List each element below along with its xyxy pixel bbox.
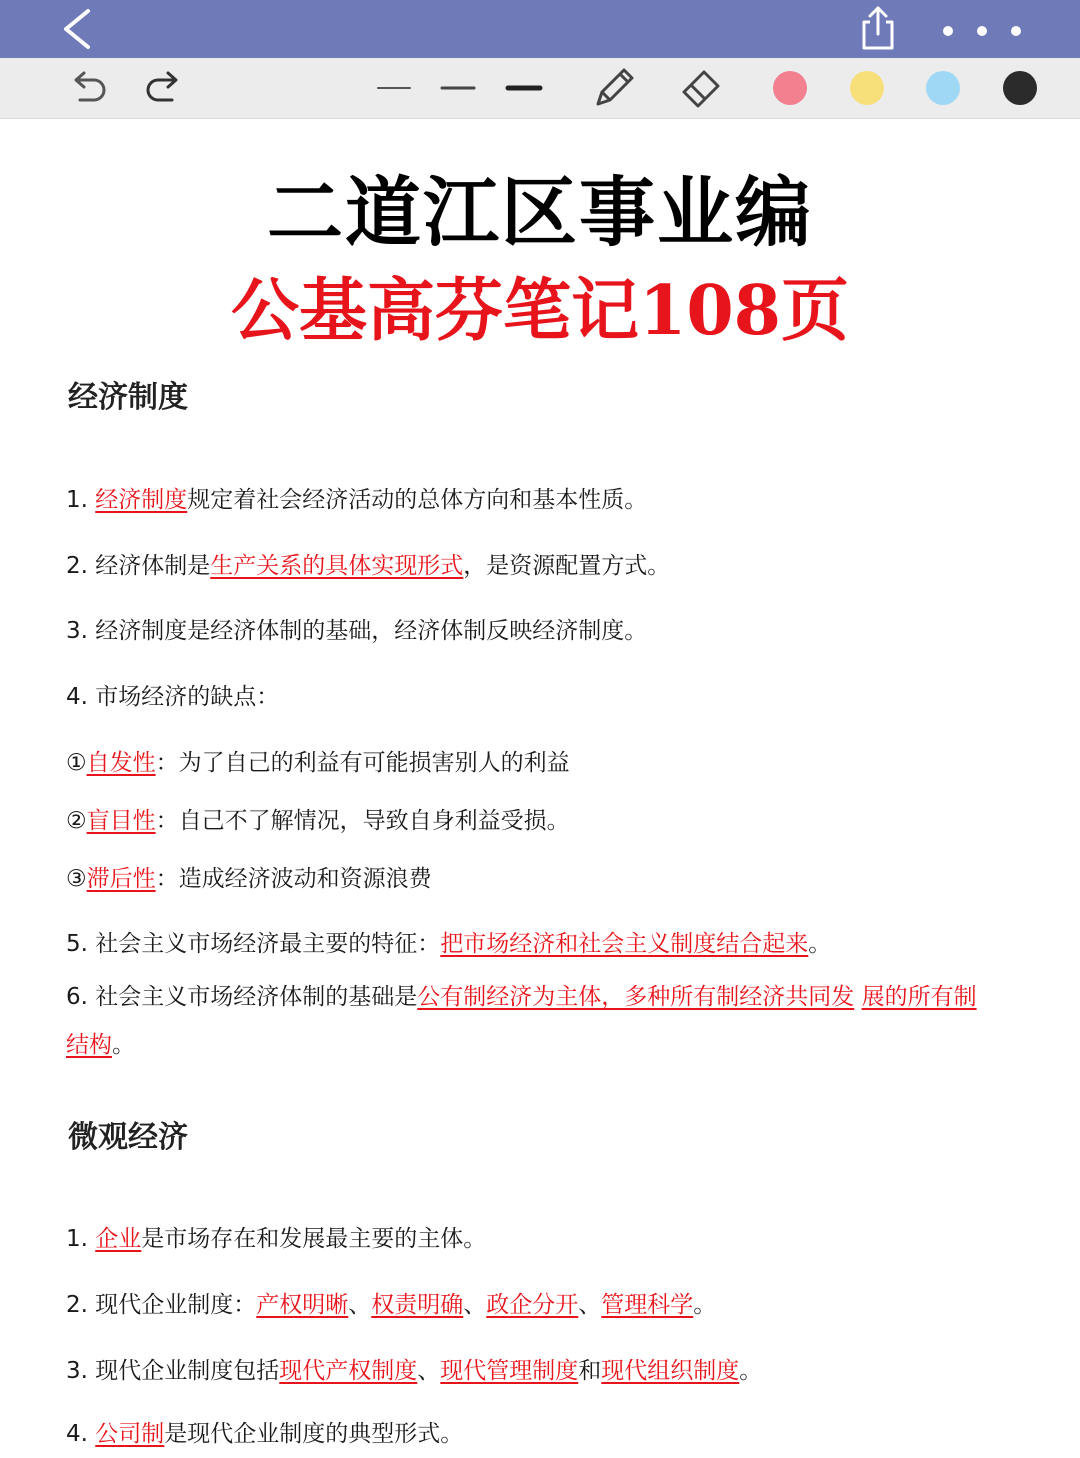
redo-icon[interactable]	[142, 66, 186, 110]
top-navigation-bar	[0, 0, 1080, 58]
list-item: 1. 企业是市场存在和发展最主要的主体。	[66, 1226, 487, 1252]
list-item: ③滞后性：造成经济波动和资源浪费	[66, 866, 432, 892]
section-title-economic-system: 经济制度	[68, 380, 188, 415]
list-item: ①自发性：为了自己的利益有可能损害别人的利益	[66, 750, 570, 776]
more-dots-icon[interactable]	[930, 16, 1030, 46]
color-yellow-swatch[interactable]	[850, 71, 884, 105]
document-title: 二道江区事业编	[267, 168, 813, 257]
section-title-microeconomics: 微观经济	[68, 1120, 188, 1155]
pencil-icon[interactable]	[590, 66, 638, 110]
list-item: 3. 经济制度是经济体制的基础，经济体制反映经济制度。	[66, 618, 648, 644]
drawing-toolbar	[0, 58, 1080, 119]
eraser-icon[interactable]	[678, 66, 726, 110]
stroke-thick-icon[interactable]	[504, 66, 544, 110]
list-item: 2. 现代企业制度：产权明晰、权责明确、政企分开、管理科学。	[66, 1292, 717, 1318]
list-item: ②盲目性：自己不了解情况，导致自身利益受损。	[66, 808, 570, 834]
color-black-swatch[interactable]	[1003, 71, 1037, 105]
document-subtitle: 公基高芬笔记108页	[231, 271, 849, 351]
list-item: 4. 市场经济的缺点：	[66, 684, 280, 710]
list-item: 2. 经济体制是生产关系的具体实现形式，是资源配置方式。	[66, 553, 671, 579]
color-light-blue-swatch[interactable]	[926, 71, 960, 105]
stroke-medium-icon[interactable]	[438, 66, 478, 110]
list-item: 3. 现代企业制度包括现代产权制度、现代管理制度和现代组织制度。	[66, 1358, 763, 1384]
undo-icon[interactable]	[66, 66, 110, 110]
share-icon[interactable]	[856, 4, 900, 52]
list-item: 6. 社会主义市场经济体制的基础是公有制经济为主体，多种所有制经济共同发 展的所有制结构。	[66, 984, 977, 1058]
stroke-thin-icon[interactable]	[374, 66, 414, 110]
list-item: 4. 公司制是现代企业制度的典型形式。	[66, 1421, 464, 1447]
color-pink-swatch[interactable]	[773, 71, 807, 105]
chevron-left-icon[interactable]	[58, 8, 98, 50]
list-item: 1. 经济制度规定着社会经济活动的总体方向和基本性质。	[66, 487, 648, 513]
list-item: 5. 社会主义市场经济最主要的特征：把市场经济和社会主义制度结合起来。	[66, 931, 832, 957]
